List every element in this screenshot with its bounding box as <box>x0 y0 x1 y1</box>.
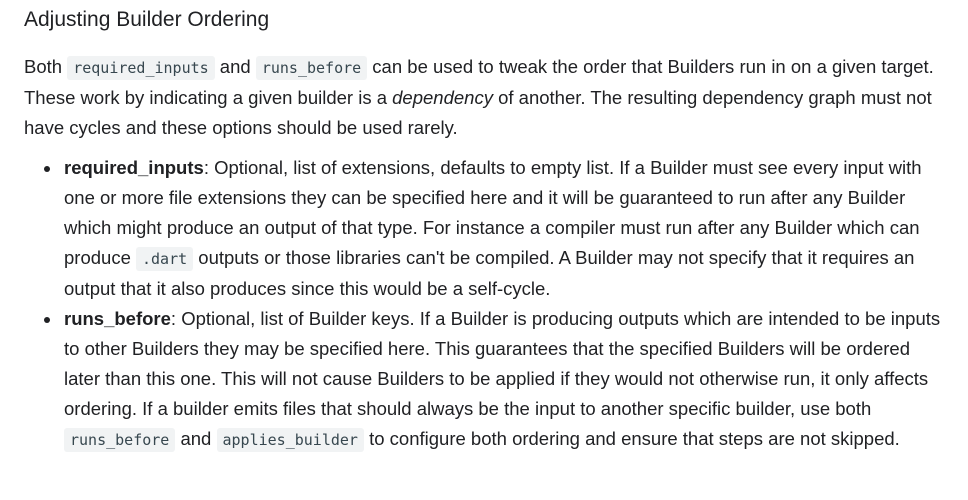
option-text: : Optional, list of extensions, defaults to empty list. If a Builder must see every input with one or more file extensions they can be specified here and it will be guaranteed to run after any Builder which might produce an output of that type. For instance a compiler must run after any Builder which can produce <box>64 157 922 268</box>
bullet-icon <box>44 317 50 323</box>
section-heading: Adjusting Builder Ordering <box>24 8 270 31</box>
emphasis-text: dependency <box>392 87 493 108</box>
bullet-icon <box>44 166 50 172</box>
intro-text: Both <box>24 56 68 77</box>
intro-text: of another. The resulting dependency graph must not have cycles and these options should be used rarely. <box>24 87 932 138</box>
inline-code: .dart <box>136 247 193 271</box>
inline-code: applies_builder <box>217 428 364 452</box>
option-text: to configure both ordering and ensure that steps are not skipped. <box>363 428 900 449</box>
intro-text: can be used to tweak the order that Builders run in on a given target. These work by indicating a given builder is a <box>24 56 934 108</box>
inline-code: runs_before <box>64 428 175 452</box>
option-text: outputs or those libraries can't be compiled. A Builder may not specify that it requires an output that it also produces since this would be a self-cycle. <box>64 247 915 299</box>
option-list <box>24 153 948 455</box>
intro-text: and <box>214 56 256 77</box>
option-term: required_inputs <box>64 157 204 178</box>
intro-paragraph <box>24 52 948 143</box>
list-item <box>64 304 948 455</box>
option-text: and <box>175 428 217 449</box>
list-item <box>64 153 948 304</box>
inline-code: required_inputs <box>67 56 214 80</box>
option-text: : Optional, list of Builder keys. If a Builder is producing outputs which are intended to be inputs to other Builders they may be specified here. This guarantees that the specified Builders will be ordered later than this one. This will not cause Builders to be applied if they would not otherwise run, it only affects ordering. If a builder emits files that should always be the input to another specific builder, use both <box>64 308 941 419</box>
option-term: runs_before <box>64 308 171 329</box>
inline-code: runs_before <box>256 56 367 80</box>
